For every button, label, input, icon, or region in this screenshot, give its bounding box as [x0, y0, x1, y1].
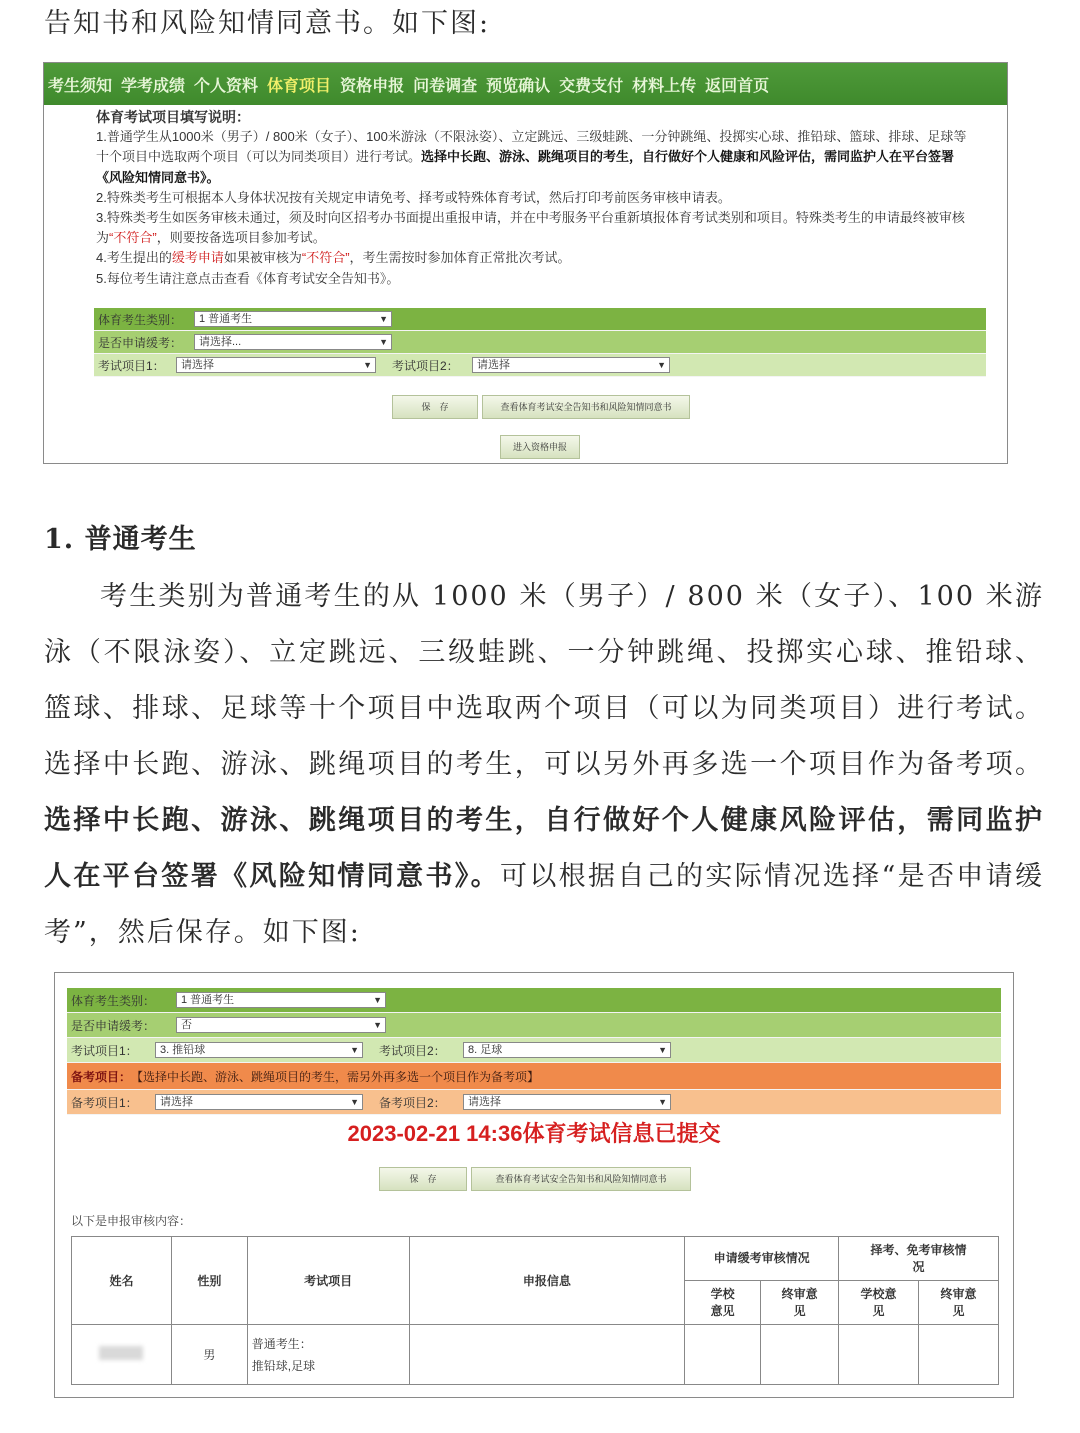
sports-form-filled [67, 988, 1001, 1115]
chevron-down-icon: ▼ [379, 314, 388, 324]
nav-item-survey[interactable]: 问卷调查 [413, 77, 478, 95]
instructions-title: 体育考试项目填写说明： [96, 109, 250, 125]
nav-item-upload[interactable]: 材料上传 [632, 77, 697, 95]
chevron-down-icon: ▼ [373, 995, 382, 1005]
section-heading: 1. 普通考生 [44, 524, 197, 555]
defer-label: 是否申请缓考： [71, 1018, 156, 1033]
screenshot-2 [54, 972, 1014, 1398]
cell-exempt-school [839, 1325, 919, 1385]
item2-label: 考试项目2： [392, 358, 459, 373]
defer-row [94, 331, 986, 354]
cell-defer-final [761, 1325, 839, 1385]
chevron-down-icon: ▼ [657, 360, 666, 370]
header-name: 姓名 [72, 1237, 172, 1325]
backup-items-row [67, 1090, 1001, 1115]
submitted-status: 2023-02-21 14:36体育考试信息已提交 [347, 1121, 721, 1146]
nav-item-profile[interactable]: 个人资料 [194, 77, 259, 95]
instruction-2: 2.特殊类考生可根据本人身体状况按有关规定申请免考、择考或特殊体育考试，然后打印考前医务审核申请表。 [96, 189, 731, 205]
save-button[interactable]: 保 存 [392, 395, 478, 419]
defer-row [67, 1013, 1001, 1038]
top-nav [44, 63, 1007, 105]
nav-item-sports[interactable]: 体育项目 [267, 77, 332, 95]
items-row [67, 1038, 1001, 1063]
sports-form [94, 308, 986, 377]
header-final-opinion: 终审意见 [919, 1281, 999, 1325]
item1-select[interactable]: 3. 推铅球 ▼ [155, 1042, 363, 1058]
backup1-label: 备考项目1： [71, 1095, 138, 1110]
chevron-down-icon: ▼ [379, 337, 388, 347]
cell-defer-school [685, 1325, 761, 1385]
header-items: 考试项目 [247, 1237, 409, 1325]
header-school-opinion: 学校意见 [839, 1281, 919, 1325]
backup-label: 备考项目： [71, 1069, 132, 1084]
nav-item-payment[interactable]: 交费支付 [559, 77, 624, 95]
table-row [72, 1325, 999, 1385]
backup2-label: 备考项目2： [379, 1095, 446, 1110]
review-table [71, 1236, 999, 1385]
header-defer-review: 申请缓考审核情况 [685, 1237, 839, 1281]
chevron-down-icon: ▼ [658, 1097, 667, 1107]
screenshot-1 [43, 62, 1008, 464]
view-notice-button[interactable]: 查看体育考试安全告知书和风险知情同意书 [471, 1167, 691, 1191]
cell-name [72, 1325, 172, 1385]
blurred-name [99, 1346, 143, 1360]
backup1-select[interactable]: 请选择 ▼ [155, 1094, 363, 1110]
header-exempt-review: 择考、免考审核情况 [839, 1237, 999, 1281]
nav-item-notice[interactable]: 考生须知 [48, 77, 113, 95]
defer-select[interactable]: 否 ▼ [176, 1017, 386, 1033]
instruction-1: 1.普通学生从1000米（男子）/ 800米（女子）、100米游泳（不限泳姿）、立定跳远、三级蛙跳、一分钟跳绳、投掷实心球、推铅球、篮球、排球、足球等十个项目中选取两个项目（可以为同类项目）进行考试。选择中长跑、游泳、跳绳项目的考生，自行做好个人健康和风险评估，需同监护人在平台签署《风险知情同意书》。 [96, 129, 967, 185]
nav-item-preview[interactable]: 预览确认 [486, 77, 551, 95]
review-caption: 以下是申报审核内容： [71, 1214, 192, 1228]
instruction-4: 4.考生提出的缓考申请如果被审核为“不符合”，考生需按时参加体育正常批次考试。 [96, 250, 571, 266]
item2-label: 考试项目2： [379, 1043, 446, 1058]
nav-item-scores[interactable]: 学考成绩 [121, 77, 186, 95]
cell-gender: 男 [171, 1325, 247, 1385]
category-row [67, 988, 1001, 1013]
header-final-opinion: 终审意见 [761, 1281, 839, 1325]
header-school-opinion: 学校意见 [685, 1281, 761, 1325]
category-select[interactable]: 1 普通考生 ▼ [176, 992, 386, 1008]
enter-qualification-button[interactable]: 进入资格申报 [500, 435, 580, 459]
backup2-select[interactable]: 请选择 ▼ [463, 1094, 671, 1110]
category-select[interactable]: 1 普通考生 ▼ [194, 311, 392, 327]
item2-select[interactable]: 请选择 ▼ [472, 357, 670, 373]
cell-items: 普通考生： 推铅球,足球 [247, 1325, 409, 1385]
save-button[interactable]: 保 存 [379, 1167, 467, 1191]
category-label: 体育考生类别： [71, 993, 156, 1008]
defer-select[interactable]: 请选择... ▼ [194, 334, 392, 350]
backup-note: 【选择中长跑、游泳、跳绳项目的考生，需另外再多选一个项目作为备考项】 [131, 1069, 540, 1084]
item1-label: 考试项目1： [71, 1043, 138, 1058]
item1-label: 考试项目1： [98, 358, 165, 373]
chevron-down-icon: ▼ [373, 1020, 382, 1030]
category-row [94, 308, 986, 331]
cell-info [409, 1325, 685, 1385]
view-notice-button[interactable]: 查看体育考试安全告知书和风险知情同意书 [482, 395, 690, 419]
nav-item-home[interactable]: 返回首页 [705, 77, 770, 95]
header-gender: 性别 [171, 1237, 247, 1325]
chevron-down-icon: ▼ [350, 1097, 359, 1107]
chevron-down-icon: ▼ [350, 1045, 359, 1055]
defer-label: 是否申请缓考： [98, 335, 183, 350]
header-info: 申报信息 [409, 1237, 685, 1325]
instruction-5: 5.每位考生请注意点击查看《体育考试安全告知书》。 [96, 270, 400, 286]
item1-select[interactable]: 请选择 ▼ [176, 357, 376, 373]
chevron-down-icon: ▼ [363, 360, 372, 370]
instruction-3: 3.特殊类考生如医务审核未通过，须及时向区招考办书面提出重报申请，并在中考服务平台重新填报体育考试类别和项目。特殊类考生的申请最终被审核为“不符合”，则要按备选项目参加考试。 [96, 210, 965, 246]
chevron-down-icon: ▼ [658, 1045, 667, 1055]
items-row [94, 354, 986, 377]
cell-exempt-final [919, 1325, 999, 1385]
category-label: 体育考生类别： [98, 312, 183, 327]
nav-item-qualification[interactable]: 资格申报 [340, 77, 405, 95]
body-paragraph: 考生类别为普通考生的从 1000 米（男子）/ 800 米（女子）、100 米游泳（不限泳姿）、立定跳远、三级蛙跳、一分钟跳绳、投掷实心球、推铅球、篮球、排球、足球等十个项目中选取两个项目（可以为同类项目）进行考试。选择中长跑、游泳、跳绳项目的考生，可以另外再多选一个项目作为备考项。选择中长跑、游泳、跳绳项目的考生，自行做好个人健康风险评估，需同监护人在平台签署《风险知情同意书》。可以根据自己的实际情况选择“是否申请缓考”，然后保存。如下图: [44, 581, 1044, 948]
instructions [96, 107, 976, 289]
item2-select[interactable]: 8. 足球 ▼ [463, 1042, 671, 1058]
backup-notice-row [67, 1063, 1001, 1090]
intro-line: 告知书和风险知情同意书。如下图: [44, 8, 491, 39]
